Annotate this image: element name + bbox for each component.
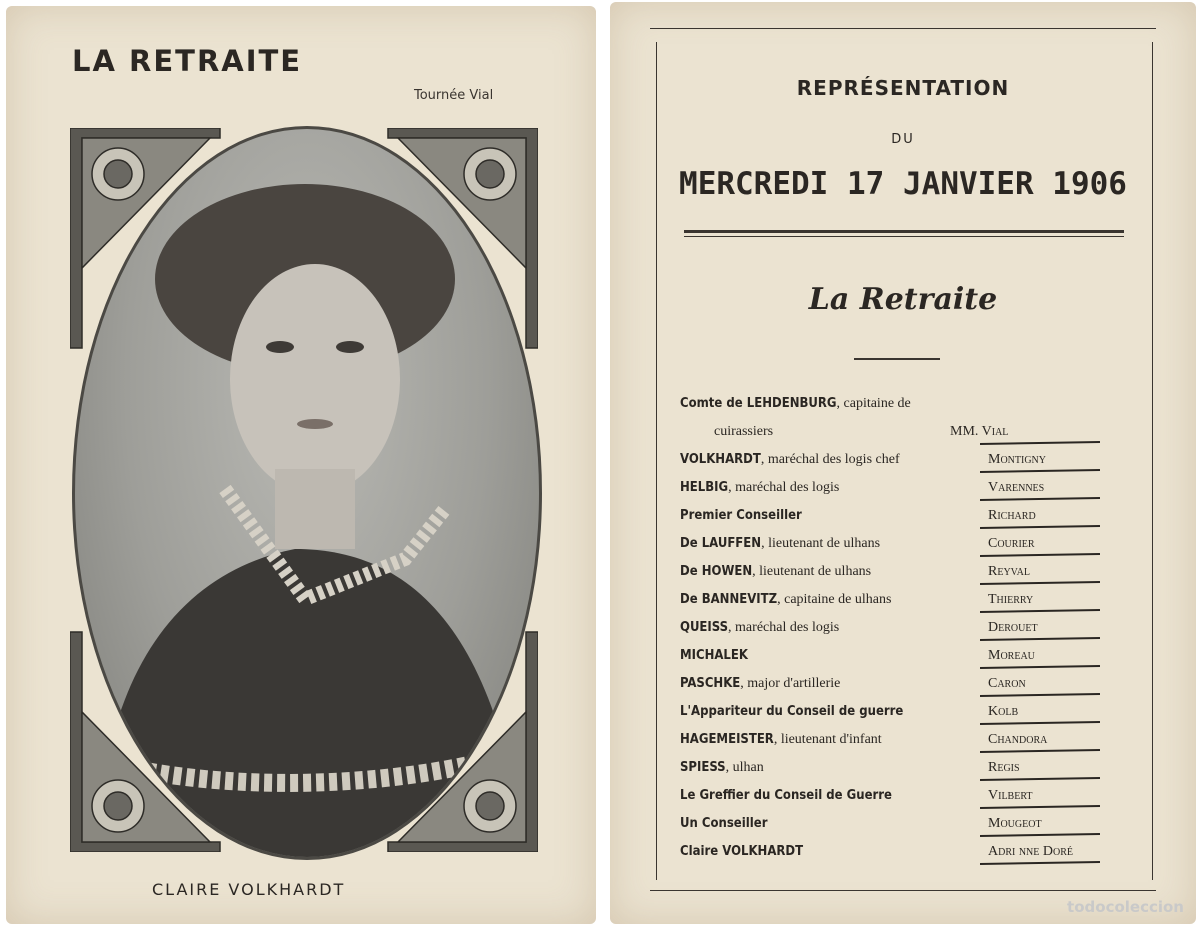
- handwritten-underline: [980, 805, 1100, 809]
- cast-role: [680, 788, 892, 804]
- portrait-photo: [72, 126, 542, 860]
- performance-date: MERCREDI 17 JANVIER 1906: [679, 166, 1127, 202]
- cast-role-desc: , lieutenant de ulhans: [761, 536, 881, 551]
- cast-row: [680, 704, 1180, 730]
- cast-role: [680, 844, 803, 860]
- cast-actor: Moreau: [988, 648, 1035, 663]
- handwritten-underline: [980, 609, 1100, 613]
- cast-role: [680, 760, 764, 776]
- cast-actor: Derouet: [988, 620, 1038, 635]
- handwritten-underline: [980, 693, 1100, 697]
- cast-row: [680, 732, 1180, 758]
- du-text: DU: [891, 132, 915, 147]
- play-title: La Retraite: [808, 282, 998, 317]
- handwritten-underline: [980, 581, 1100, 585]
- cast-role-name: VOLKHARDT: [680, 452, 761, 467]
- handwritten-underline: [980, 721, 1100, 725]
- ornament-divider: [854, 358, 940, 360]
- cast-role: [680, 452, 900, 468]
- handwritten-underline: [980, 469, 1100, 473]
- cast-row: [680, 648, 1180, 674]
- cast-row: [680, 844, 1180, 870]
- cast-row: [680, 620, 1180, 646]
- cast-role-name: SPIESS: [680, 760, 726, 775]
- cast-role-continuation: cuirassiers: [714, 424, 774, 439]
- portrait-card: [6, 6, 596, 924]
- cast-actor: Chandora: [988, 732, 1048, 747]
- cast-role-desc: , capitaine de ulhans: [777, 592, 892, 607]
- cast-actor: Reyval: [988, 564, 1030, 579]
- cast-actor: Caron: [988, 676, 1026, 691]
- handwritten-underline: [980, 665, 1100, 669]
- cast-role-name: De LAUFFEN: [680, 536, 762, 551]
- cast-role-desc: , capitaine de: [836, 396, 911, 411]
- handwritten-underline: [980, 553, 1100, 557]
- cast-role-desc: , maréchal des logis: [728, 620, 840, 635]
- watermark: todocoleccion: [1067, 898, 1184, 916]
- cast-role: [680, 396, 911, 412]
- cast-row: [680, 452, 1180, 478]
- cast-row: [680, 816, 1180, 842]
- cast-role: [680, 592, 891, 608]
- cast-actor: Kolb: [988, 704, 1019, 719]
- cast-role-name: De HOWEN: [680, 564, 753, 579]
- cast-actor: Courier: [988, 536, 1035, 551]
- cast-role-desc: , maréchal des logis: [728, 480, 840, 495]
- cast-role-name: De BANNEVITZ: [680, 592, 778, 607]
- cast-role: [680, 704, 903, 720]
- handwritten-underline: [980, 637, 1100, 641]
- cast-row: [680, 508, 1180, 534]
- cast-role-name: Le Greffier du Conseil de Guerre: [680, 788, 892, 803]
- cast-row: [680, 760, 1180, 786]
- portrait-caption: CLAIRE VOLKHARDT: [152, 880, 346, 899]
- cast-row: [680, 536, 1180, 562]
- handwritten-underline: [980, 525, 1100, 529]
- cast-row-continuation: [714, 424, 1200, 450]
- cast-role-desc: , lieutenant d'infant: [773, 732, 882, 747]
- handwritten-underline: [980, 777, 1100, 781]
- card-title: LA RETRAITE: [72, 44, 303, 78]
- cast-role-name: Premier Conseiller: [680, 508, 802, 523]
- cast-row: [680, 788, 1180, 814]
- cast-role-desc: , maréchal des logis chef: [760, 452, 900, 467]
- cast-role-desc: , major d'artillerie: [740, 676, 841, 691]
- cast-role: [680, 536, 880, 552]
- cast-row: [680, 480, 1180, 506]
- date-rule: [684, 230, 1124, 233]
- representation-heading: REPRÉSENTATION: [796, 76, 1010, 100]
- cast-role: [680, 564, 871, 580]
- handwritten-underline: [980, 497, 1100, 501]
- cast-role: [680, 508, 802, 524]
- cast-actor: Varennes: [988, 480, 1045, 495]
- cast-role-desc: , ulhan: [725, 760, 764, 775]
- cast-role-name: L'Appariteur du Conseil de guerre: [680, 704, 904, 719]
- handwritten-underline: [980, 749, 1100, 753]
- cast-actor: Adri nne Doré: [988, 844, 1073, 859]
- cast-actor: Regis: [988, 760, 1020, 775]
- cast-role-name: Comte de LEHDENBURG: [680, 396, 837, 411]
- cast-role-name: Claire VOLKHARDT: [680, 844, 804, 859]
- frame-line-bottom: [650, 890, 1156, 891]
- cast-role: [680, 648, 748, 664]
- handwritten-underline: [980, 833, 1100, 837]
- cast-role: [680, 480, 839, 496]
- cast-role-desc: , lieutenant de ulhans: [752, 564, 872, 579]
- cast-role-name: PASCHKE: [680, 676, 741, 691]
- cast-role-name: QUEISS: [680, 620, 729, 635]
- cast-role-name: HAGEMEISTER: [680, 732, 774, 747]
- cast-role-name: MICHALEK: [680, 648, 748, 663]
- cast-row: [680, 592, 1180, 618]
- cast-actor: Richard: [988, 508, 1036, 523]
- program-card: [610, 2, 1196, 924]
- date-rule-thin: [684, 236, 1124, 237]
- cast-role: [680, 816, 767, 832]
- cast-role-name: Un Conseiller: [680, 816, 768, 831]
- cast-actor: Thierry: [988, 592, 1034, 607]
- cast-role: [680, 732, 882, 748]
- portrait-figure: [75, 129, 539, 857]
- cast-row: [680, 564, 1180, 590]
- company-name: Tournée Vial: [414, 88, 494, 103]
- cast-role: [680, 676, 840, 692]
- frame-line-top: [650, 28, 1156, 29]
- cast-actor: MM. Vial: [950, 424, 1009, 439]
- cast-role-name: HELBIG: [680, 480, 729, 495]
- handwritten-underline: [980, 861, 1100, 865]
- cast-actor: Mougeot: [988, 816, 1042, 831]
- cast-row: [680, 676, 1180, 702]
- cast-actor: Montigny: [988, 452, 1046, 467]
- cast-role: [680, 620, 839, 636]
- cast-actor: Vilbert: [988, 788, 1033, 803]
